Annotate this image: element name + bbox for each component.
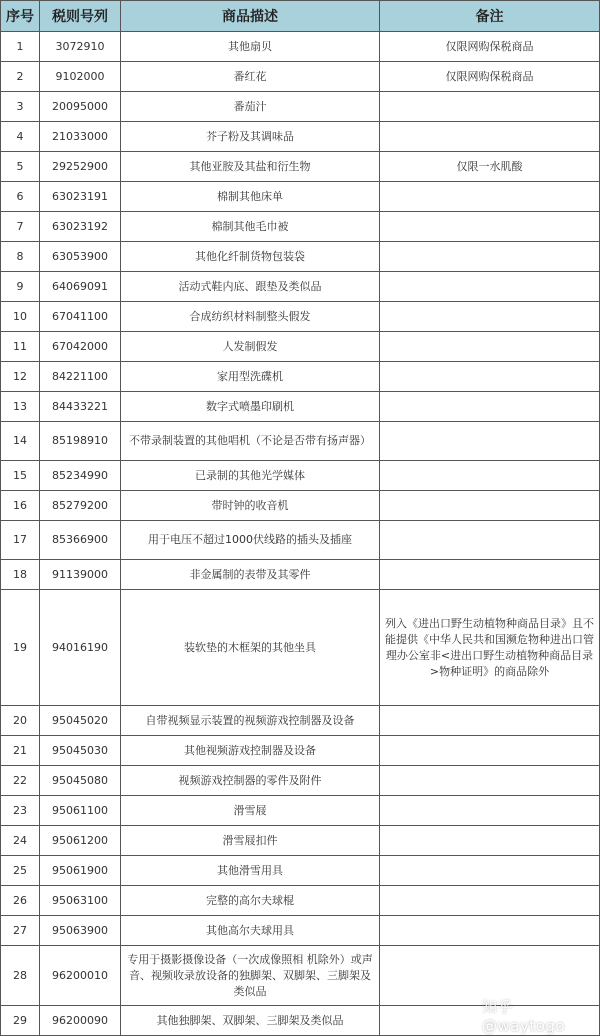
cell-note xyxy=(380,521,600,560)
cell-no: 7 xyxy=(1,212,40,242)
cell-no: 4 xyxy=(1,122,40,152)
cell-no: 28 xyxy=(1,946,40,1006)
cell-code: 63053900 xyxy=(40,242,121,272)
cell-desc: 滑雪屐扣件 xyxy=(121,826,380,856)
cell-desc: 其他亚胺及其盐和衍生物 xyxy=(121,152,380,182)
cell-desc: 带时钟的收音机 xyxy=(121,491,380,521)
cell-desc: 数字式喷墨印刷机 xyxy=(121,392,380,422)
table-row xyxy=(1,182,600,212)
cell-desc: 非金属制的表带及其零件 xyxy=(121,560,380,590)
cell-code: 95061900 xyxy=(40,856,121,886)
cell-no: 8 xyxy=(1,242,40,272)
cell-no: 3 xyxy=(1,92,40,122)
table-row xyxy=(1,461,600,491)
cell-note xyxy=(380,491,600,521)
table-body xyxy=(1,32,600,1036)
cell-code: 96200090 xyxy=(40,1006,121,1036)
table-row xyxy=(1,590,600,706)
cell-note: 仅限一水肌酸 xyxy=(380,152,600,182)
cell-note xyxy=(380,856,600,886)
cell-desc: 番茄汁 xyxy=(121,92,380,122)
cell-code: 95045020 xyxy=(40,706,121,736)
cell-note xyxy=(380,242,600,272)
cell-no: 24 xyxy=(1,826,40,856)
cell-no: 25 xyxy=(1,856,40,886)
header-code: 税则号列 xyxy=(40,1,121,32)
cell-desc: 番红花 xyxy=(121,62,380,92)
table-row xyxy=(1,706,600,736)
cell-code: 67042000 xyxy=(40,332,121,362)
cell-note xyxy=(380,886,600,916)
cell-note xyxy=(380,182,600,212)
table-row xyxy=(1,560,600,590)
cell-note: 仅限网购保税商品 xyxy=(380,32,600,62)
cell-code: 21033000 xyxy=(40,122,121,152)
cell-no: 14 xyxy=(1,422,40,461)
cell-desc: 芥子粉及其调味品 xyxy=(121,122,380,152)
cell-desc: 装软垫的木框架的其他坐具 xyxy=(121,590,380,706)
cell-note xyxy=(380,272,600,302)
cell-code: 95061100 xyxy=(40,796,121,826)
cell-code: 85279200 xyxy=(40,491,121,521)
cell-note xyxy=(380,826,600,856)
cell-desc: 家用型洗碟机 xyxy=(121,362,380,392)
cell-no: 29 xyxy=(1,1006,40,1036)
cell-note xyxy=(380,302,600,332)
cell-desc: 其他视频游戏控制器及设备 xyxy=(121,736,380,766)
header-desc: 商品描述 xyxy=(121,1,380,32)
table-row xyxy=(1,302,600,332)
cell-code: 95045080 xyxy=(40,766,121,796)
cell-desc: 棉制其他床单 xyxy=(121,182,380,212)
watermark: 知乎 @waytogo xyxy=(482,998,566,1035)
cell-no: 16 xyxy=(1,491,40,521)
cell-note: 列入《进出口野生动植物种商品目录》且不能提供《中华人民共和国濒危物种进出口管理办公室非<进出口野生动植物种商品目录>物种证明》的商品除外 xyxy=(380,590,600,706)
table-row xyxy=(1,212,600,242)
cell-note xyxy=(380,796,600,826)
cell-desc: 完整的高尔夫球棍 xyxy=(121,886,380,916)
cell-no: 5 xyxy=(1,152,40,182)
cell-no: 21 xyxy=(1,736,40,766)
cell-no: 12 xyxy=(1,362,40,392)
cell-code: 85198910 xyxy=(40,422,121,461)
table-row xyxy=(1,916,600,946)
table-row xyxy=(1,122,600,152)
cell-no: 17 xyxy=(1,521,40,560)
cell-note xyxy=(380,916,600,946)
cell-note xyxy=(380,706,600,736)
cell-desc: 已录制的其他光学媒体 xyxy=(121,461,380,491)
cell-no: 9 xyxy=(1,272,40,302)
table-row xyxy=(1,826,600,856)
cell-code: 64069091 xyxy=(40,272,121,302)
cell-no: 23 xyxy=(1,796,40,826)
cell-code: 95045030 xyxy=(40,736,121,766)
cell-desc: 滑雪屐 xyxy=(121,796,380,826)
cell-code: 85366900 xyxy=(40,521,121,560)
cell-desc: 棉制其他毛巾被 xyxy=(121,212,380,242)
cell-desc: 其他滑雪用具 xyxy=(121,856,380,886)
table-row xyxy=(1,766,600,796)
cell-desc: 视频游戏控制器的零件及附件 xyxy=(121,766,380,796)
cell-desc: 其他扇贝 xyxy=(121,32,380,62)
cell-no: 11 xyxy=(1,332,40,362)
table-row xyxy=(1,362,600,392)
cell-code: 29252900 xyxy=(40,152,121,182)
cell-code: 94016190 xyxy=(40,590,121,706)
cell-no: 1 xyxy=(1,32,40,62)
table-row xyxy=(1,422,600,461)
cell-code: 95063100 xyxy=(40,886,121,916)
cell-note xyxy=(380,332,600,362)
cell-note xyxy=(380,422,600,461)
cell-code: 95063900 xyxy=(40,916,121,946)
cell-desc: 用于电压不超过1000伏线路的插头及插座 xyxy=(121,521,380,560)
cell-note xyxy=(380,766,600,796)
cell-code: 63023191 xyxy=(40,182,121,212)
table-row xyxy=(1,62,600,92)
cell-desc: 不带录制装置的其他唱机（不论是否带有扬声器） xyxy=(121,422,380,461)
cell-code: 95061200 xyxy=(40,826,121,856)
cell-note xyxy=(380,461,600,491)
cell-code: 96200010 xyxy=(40,946,121,1006)
cell-no: 13 xyxy=(1,392,40,422)
table-row xyxy=(1,736,600,766)
cell-desc: 活动式鞋内底、跟垫及类似品 xyxy=(121,272,380,302)
cell-note xyxy=(380,736,600,766)
cell-desc: 自带视频显示装置的视频游戏控制器及设备 xyxy=(121,706,380,736)
cell-no: 26 xyxy=(1,886,40,916)
cell-desc: 人发制假发 xyxy=(121,332,380,362)
table-row xyxy=(1,856,600,886)
cell-note: 仅限网购保税商品 xyxy=(380,62,600,92)
cell-code: 67041100 xyxy=(40,302,121,332)
cell-no: 15 xyxy=(1,461,40,491)
cell-code: 63023192 xyxy=(40,212,121,242)
cell-code: 9102000 xyxy=(40,62,121,92)
cell-desc: 专用于摄影摄像设备（一次成像照相 机除外）或声音、视频收录放设备的独脚架、双脚架、三脚架及类似品 xyxy=(121,946,380,1006)
cell-no: 6 xyxy=(1,182,40,212)
header-note: 备注 xyxy=(380,1,600,32)
table-row xyxy=(1,272,600,302)
cell-code: 84221100 xyxy=(40,362,121,392)
cell-no: 10 xyxy=(1,302,40,332)
table-row xyxy=(1,886,600,916)
table-row xyxy=(1,491,600,521)
cell-code: 85234990 xyxy=(40,461,121,491)
cell-note xyxy=(380,212,600,242)
cell-no: 2 xyxy=(1,62,40,92)
cell-no: 20 xyxy=(1,706,40,736)
table-row xyxy=(1,392,600,422)
cell-note xyxy=(380,362,600,392)
cell-desc: 其他化纤制货物包装袋 xyxy=(121,242,380,272)
cell-no: 18 xyxy=(1,560,40,590)
cell-no: 27 xyxy=(1,916,40,946)
cell-desc: 其他独脚架、双脚架、三脚架及类似品 xyxy=(121,1006,380,1036)
table-row xyxy=(1,152,600,182)
cell-no: 19 xyxy=(1,590,40,706)
header-row xyxy=(1,1,600,32)
cell-note xyxy=(380,92,600,122)
table-row xyxy=(1,332,600,362)
cell-note xyxy=(380,560,600,590)
cell-note xyxy=(380,122,600,152)
cell-no: 22 xyxy=(1,766,40,796)
table-row xyxy=(1,92,600,122)
table-row xyxy=(1,796,600,826)
table-row xyxy=(1,521,600,560)
cell-code: 20095000 xyxy=(40,92,121,122)
header-no: 序号 xyxy=(1,1,40,32)
cell-desc: 合成纺织材料制整头假发 xyxy=(121,302,380,332)
cell-note xyxy=(380,392,600,422)
cell-desc: 其他高尔夫球用具 xyxy=(121,916,380,946)
cell-code: 84433221 xyxy=(40,392,121,422)
cell-code: 91139000 xyxy=(40,560,121,590)
table-row xyxy=(1,242,600,272)
table-row xyxy=(1,32,600,62)
cell-code: 3072910 xyxy=(40,32,121,62)
